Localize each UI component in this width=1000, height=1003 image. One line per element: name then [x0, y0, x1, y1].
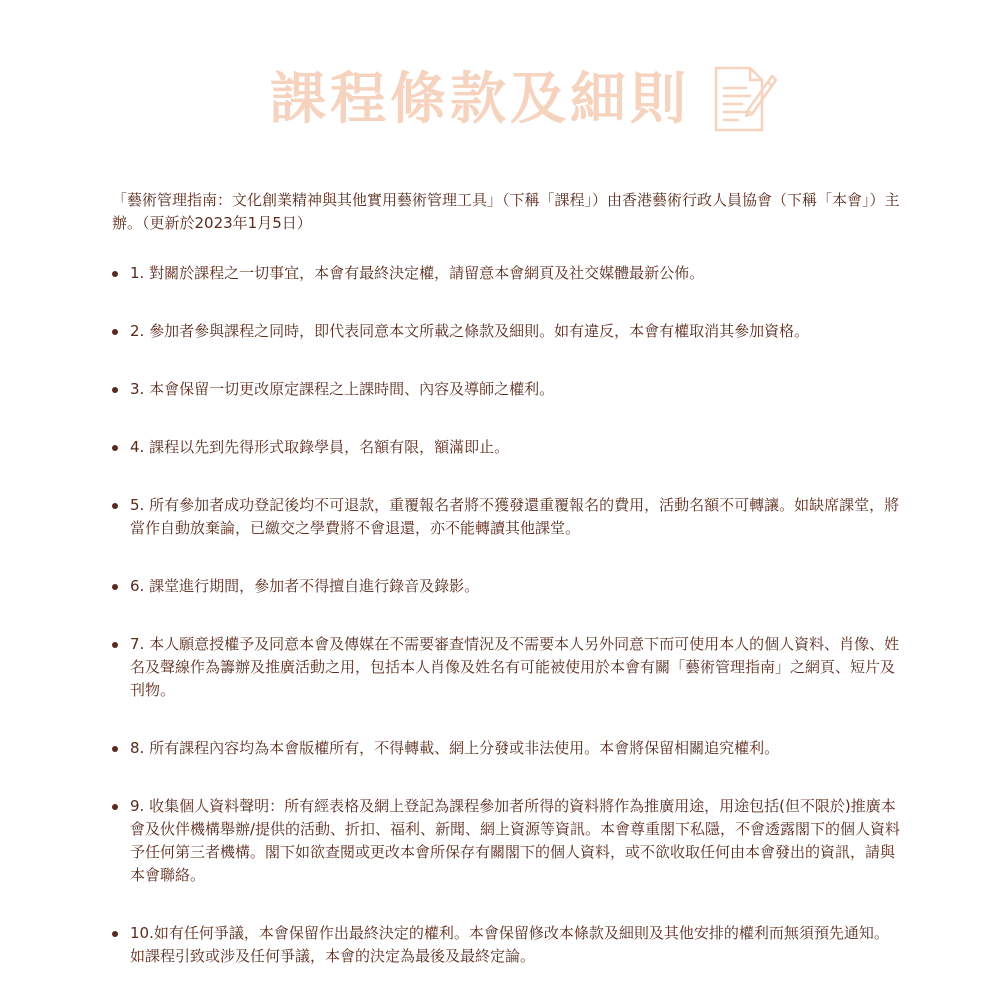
term-text: 6. 課堂進行期間，參加者不得擅自進行錄音及錄影。 — [130, 577, 480, 595]
bullet-icon — [112, 804, 118, 810]
term-text: 3. 本會保留一切更改原定課程之上課時間、內容及導師之權利。 — [130, 380, 555, 398]
bullet-icon — [112, 584, 118, 590]
page-header — [0, 58, 1000, 142]
list-item — [112, 320, 902, 343]
term-text: 2. 參加者參與課程之同時，即代表同意本文所載之條款及細則。如有違反，本會有權取消其參加資格。 — [130, 322, 810, 340]
term-text: 7. 本人願意授權予及同意本會及傳媒在不需要審查情況及不需要本人另外同意下而可使用本人的個人資料、肖像、姓名及聲線作為籌辦及推廣活動之用，包括本人肖像及姓名有可能被使用於本會有關「藝術管理指南」之網頁、短片及刊物。 — [130, 635, 900, 699]
document-pen-icon — [706, 62, 782, 138]
bullet-icon — [112, 445, 118, 451]
list-item — [112, 494, 902, 540]
list-item — [112, 436, 902, 459]
list-item — [112, 575, 902, 598]
term-text: 10.如有任何爭議，本會保留作出最終決定的權利。本會保留修改本條款及細則及其他安排的權利而無須預先通知。如課程引致或涉及任何爭議，本會的決定為最後及最終定論。 — [130, 924, 889, 965]
bullet-icon — [112, 387, 118, 393]
term-text: 4. 課程以先到先得形式取錄學員，名額有限，額滿即止。 — [130, 438, 510, 456]
term-text: 5. 所有參加者成功登記後均不可退款，重覆報名者將不獲發還重覆報名的費用，活動名額不可轉讓。如缺席課堂，將當作自動放棄論，已繳交之學費將不會退還，亦不能轉讀其他課堂。 — [130, 496, 900, 537]
list-item — [112, 795, 902, 887]
list-item — [112, 922, 902, 968]
list-item — [112, 262, 902, 285]
page-title: 課程條款及細則 — [270, 67, 690, 132]
list-item — [112, 737, 902, 760]
bullet-icon — [112, 329, 118, 335]
bullet-icon — [112, 746, 118, 752]
term-text: 1. 對關於課程之一切事宜，本會有最終決定權，請留意本會網頁及社交媒體最新公佈。 — [130, 264, 705, 282]
bullet-icon — [112, 271, 118, 277]
bullet-icon — [112, 931, 118, 937]
list-item — [112, 633, 902, 702]
terms-list — [112, 262, 902, 1003]
bullet-icon — [112, 503, 118, 509]
term-text: 8. 所有課程內容均為本會版權所有，不得轉載、網上分發或非法使用。本會將保留相關追究權利。 — [130, 739, 780, 757]
intro-text: 「藝術管理指南：文化創業精神與其他實用藝術管理工具」（下稱「課程」）由香港藝術行政人員協會（下稱「本會」）主辦。（更新於2023年1月5日） — [112, 191, 900, 232]
list-item — [112, 378, 902, 401]
bullet-icon — [112, 642, 118, 648]
term-text: 9. 收集個人資料聲明：所有經表格及網上登記為課程參加者所得的資料將作為推廣用途，用途包括(但不限於)推廣本會及伙伴機構舉辦/提供的活動、折扣、福利、新聞、網上資源等資訊。本會尊重閣下私隱，不會透露閣下的個人資料予任何第三者機構。閣下如欲查閱或更改本會所保存有關閣下的個人資料，或不欲收取任何由本會發出的資訊，請與本會聯絡。 — [130, 797, 901, 884]
